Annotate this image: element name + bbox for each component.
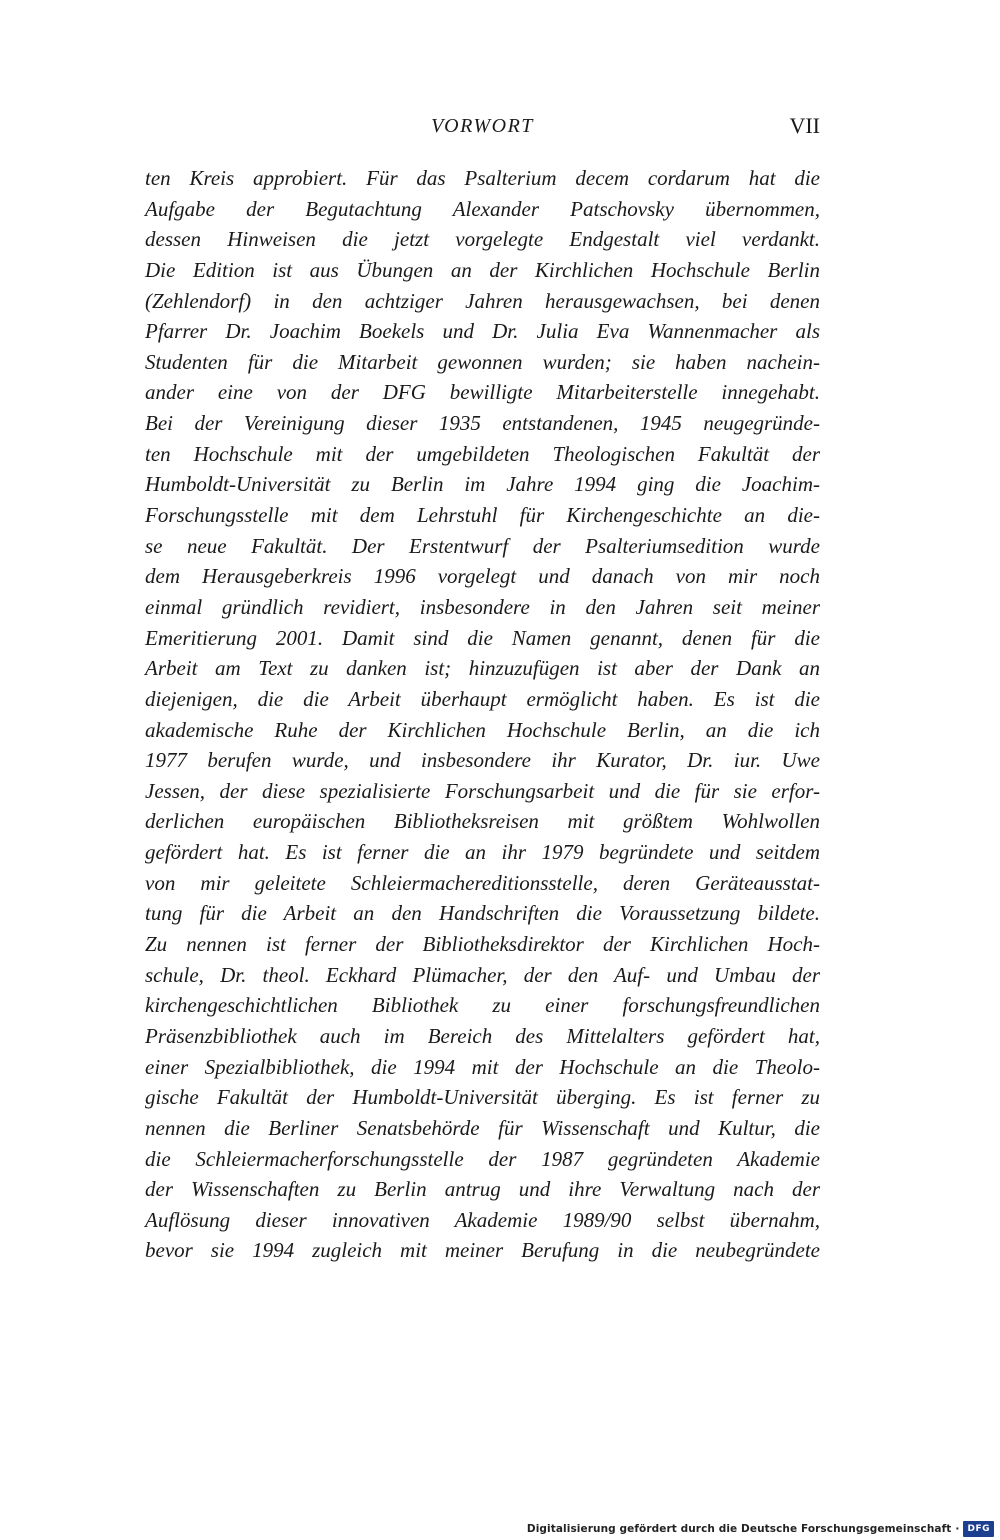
text-line: Forschungsstelle mit dem Lehrstuhl für Kirchengeschichte an die- — [145, 503, 820, 528]
text-line: Präsenzbibliothek auch im Bereich des Mittelalters gefördert hat, — [145, 1023, 820, 1048]
text-line: dessen Hinweisen die jetzt vorgelegte Endgestalt viel verdankt. — [145, 227, 820, 252]
text-line: Bei der Vereinigung dieser 1935 entstandenen, 1945 neugegründe- — [145, 411, 820, 436]
footer-separator: · — [955, 1523, 960, 1535]
text-line: bevor sie 1994 zugleich mit meiner Berufung in die neubegründete — [145, 1238, 820, 1263]
text-line: Zu nennen ist ferner der Bibliotheksdirektor der Kirchlichen Hoch- — [145, 932, 820, 957]
text-line: gische Fakultät der Humboldt-Universität überging. Es ist ferner zu — [145, 1085, 820, 1110]
text-line: Humboldt-Universität zu Berlin im Jahre 1994 ging die Joachim- — [145, 472, 820, 497]
text-line: ten Hochschule mit der umgebildeten Theologischen Fakultät der — [145, 441, 820, 466]
text-line: (Zehlendorf) in den achtziger Jahren herausgewachsen, bei denen — [145, 288, 820, 313]
text-line: Jessen, der diese spezialisierte Forschungsarbeit und die für sie erfor- — [145, 778, 820, 803]
text-line: derlichen europäischen Bibliotheksreisen mit größtem Wohlwollen — [145, 809, 820, 834]
text-line: tung für die Arbeit an den Handschriften die Voraussetzung bildete. — [145, 901, 820, 926]
text-line: von mir geleitete Schleiermachereditionsstelle, deren Geräteausstat- — [145, 870, 820, 895]
text-line: diejenigen, die die Arbeit überhaupt ermöglicht haben. Es ist die — [145, 686, 820, 711]
text-line: 1977 berufen wurde, und insbesondere ihr Kurator, Dr. iur. Uwe — [145, 748, 820, 773]
body-text — [145, 163, 820, 1266]
text-line: se neue Fakultät. Der Erstentwurf der Psalteriumsedition wurde — [145, 533, 820, 558]
text-line: Pfarrer Dr. Joachim Boekels und Dr. Julia Eva Wannenmacher als — [145, 319, 820, 344]
text-line: die Schleiermacherforschungsstelle der 1987 gegründeten Akademie — [145, 1146, 820, 1171]
text-line: schule, Dr. theol. Eckhard Plümacher, der den Auf- und Umbau der — [145, 962, 820, 987]
text-line: Studenten für die Mitarbeit gewonnen wurden; sie haben nachein- — [145, 349, 820, 374]
text-line: Emeritierung 2001. Damit sind die Namen genannt, denen für die — [145, 625, 820, 650]
text-line: nennen die Berliner Senatsbehörde für Wissenschaft und Kultur, die — [145, 1115, 820, 1140]
text-line: dem Herausgeberkreis 1996 vorgelegt und danach von mir noch — [145, 564, 820, 589]
text-line: der Wissenschaften zu Berlin antrug und ihre Verwaltung nach der — [145, 1177, 820, 1202]
text-line: kirchengeschichtlichen Bibliothek zu einer forschungsfreundlichen — [145, 993, 820, 1018]
text-line: akademische Ruhe der Kirchlichen Hochschule Berlin, an die ich — [145, 717, 820, 742]
dfg-logo-icon: DFG — [963, 1521, 994, 1537]
digitization-note: Digitalisierung gefördert durch die Deutsche Forschungsgemeinschaft — [526, 1523, 952, 1535]
running-head — [145, 113, 820, 143]
page-number: VII — [789, 113, 820, 138]
text-line: einer Spezialbibliothek, die 1994 mit der Hochschule an die Theolo- — [145, 1054, 820, 1079]
text-line: Die Edition ist aus Übungen an der Kirchlichen Hochschule Berlin — [145, 257, 820, 282]
running-title: VORWORT — [431, 115, 534, 137]
text-line: gefördert hat. Es ist ferner die an ihr 1979 begründete und seitdem — [145, 840, 820, 865]
text-line: ten Kreis approbiert. Für das Psalterium decem cordarum hat die — [145, 166, 820, 190]
text-line: ander eine von der DFG bewilligte Mitarbeiterstelle innegehabt. — [145, 380, 820, 405]
text-line: einmal gründlich revidiert, insbesondere in den Jahren seit meiner — [145, 594, 820, 619]
text-line: Arbeit am Text zu danken ist; hinzuzufügen ist aber der Dank an — [145, 656, 820, 681]
text-line: Auflösung dieser innovativen Akademie 1989/90 selbst übernahm, — [145, 1207, 820, 1232]
digitization-footer — [527, 1520, 994, 1538]
text-line: Aufgabe der Begutachtung Alexander Patschovsky übernommen, — [145, 196, 820, 221]
